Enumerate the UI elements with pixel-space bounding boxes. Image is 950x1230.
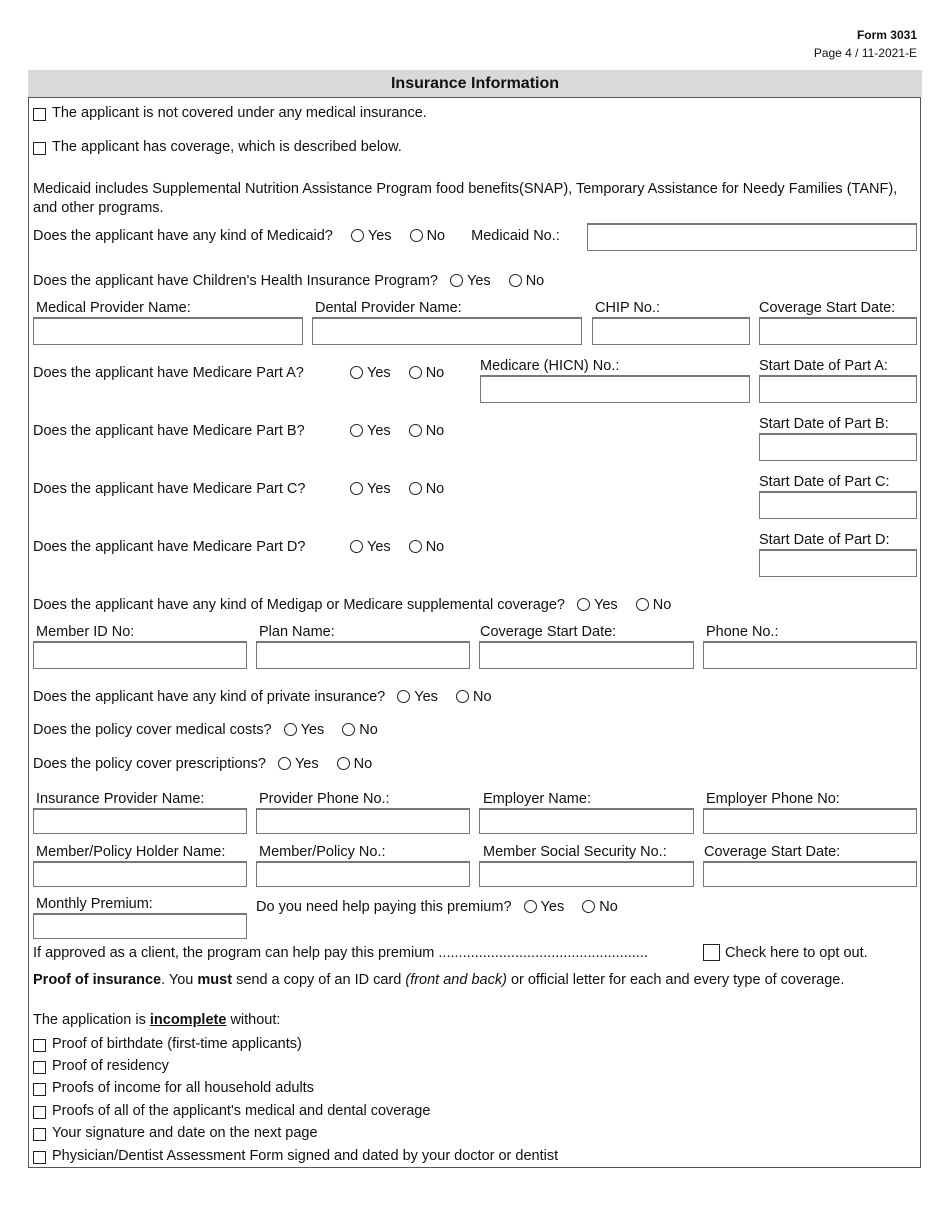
has-coverage-checkbox[interactable] (33, 142, 46, 155)
medical-costs-no-option[interactable] (342, 722, 378, 738)
start-b-label: Start Date of Part B: (759, 416, 889, 432)
medical-costs-yes-option[interactable] (284, 722, 325, 738)
yes-label: Yes (300, 722, 325, 738)
proof-text-2: send a copy of an ID card (232, 972, 406, 988)
private-question: Does the applicant have any kind of private insurance? (33, 689, 386, 705)
medicare-a-yes-radio[interactable] (350, 366, 363, 379)
medical-provider-field[interactable] (33, 317, 303, 345)
prescriptions-yes-option[interactable] (278, 756, 319, 772)
has-coverage-label: The applicant has coverage, which is described below. (52, 139, 402, 155)
incomplete-prefix: The application is (33, 1012, 150, 1028)
prescriptions-no-option[interactable] (337, 756, 373, 772)
medical-provider-label: Medical Provider Name: (36, 300, 191, 316)
medicare-d-yes-radio[interactable] (350, 540, 363, 553)
medicaid-question: Does the applicant have any kind of Medicaid? (33, 228, 333, 244)
checklist-checkbox-residency[interactable] (33, 1061, 46, 1074)
proof-text-1: . You (161, 972, 198, 988)
help-paying-yes-option[interactable] (524, 899, 565, 915)
start-c-field[interactable] (759, 491, 917, 519)
checklist-item: Your signature and date on the next page (52, 1125, 318, 1141)
medicaid-question-row (33, 228, 560, 244)
medigap-phone-field[interactable] (703, 641, 917, 669)
help-paying-yes-radio[interactable] (524, 900, 537, 913)
yes-label: Yes (367, 481, 391, 497)
employer-phone-label: Employer Phone No: (706, 791, 840, 807)
dental-provider-field[interactable] (312, 317, 582, 345)
provider-name-label: Insurance Provider Name: (36, 791, 205, 807)
medicare-c-yes-radio[interactable] (350, 482, 363, 495)
provider-phone-field[interactable] (256, 808, 470, 834)
medicare-c-no-radio[interactable] (409, 482, 422, 495)
form-number: Form 3031 (856, 28, 917, 42)
not-covered-checkbox[interactable] (33, 108, 46, 121)
chip-coverage-start-field[interactable] (759, 317, 917, 345)
yes-label: Yes (367, 228, 392, 244)
medigap-coverage-start-field[interactable] (479, 641, 694, 669)
medicare-a-question: Does the applicant have Medicare Part A? (33, 365, 304, 381)
policy-number-label: Member/Policy No.: (259, 844, 386, 860)
yes-label: Yes (367, 365, 391, 381)
private-yes-option[interactable] (397, 689, 438, 705)
no-label: No (425, 365, 445, 381)
start-b-field[interactable] (759, 433, 917, 461)
checklist-item: Proofs of income for all household adults (52, 1080, 314, 1096)
checklist-checkbox-coverage[interactable] (33, 1106, 46, 1119)
chip-number-field[interactable] (592, 317, 750, 345)
checklist-checkbox-signature[interactable] (33, 1128, 46, 1141)
medical-costs-yes-radio[interactable] (284, 723, 297, 736)
medigap-coverage-start-label: Coverage Start Date: (480, 624, 617, 640)
no-label: No (525, 273, 545, 289)
employer-name-field[interactable] (479, 808, 694, 834)
medicare-d-no-radio[interactable] (409, 540, 422, 553)
hicn-label: Medicare (HICN) No.: (480, 358, 620, 374)
no-label: No (359, 722, 378, 738)
medicare-a-no-radio[interactable] (409, 366, 422, 379)
monthly-premium-field[interactable] (33, 913, 247, 939)
medicare-c-question: Does the applicant have Medicare Part C? (33, 481, 306, 497)
medicare-b-yes-option[interactable] (350, 423, 391, 439)
chip-yes-option[interactable] (450, 273, 491, 289)
medicare-a-no-option[interactable] (409, 365, 445, 381)
plan-name-field[interactable] (256, 641, 470, 669)
prescriptions-question: Does the policy cover prescriptions? (33, 756, 266, 772)
yes-label: Yes (467, 273, 491, 289)
no-label: No (353, 756, 373, 772)
medicare-b-no-radio[interactable] (409, 424, 422, 437)
member-id-field[interactable] (33, 641, 247, 669)
chip-question-row (33, 273, 544, 289)
proof-text-3: or official letter for each and every type of coverage. (506, 972, 845, 988)
medicare-c-yes-option[interactable] (350, 481, 391, 497)
member-ssn-field[interactable] (479, 861, 694, 887)
proof-must: must (197, 972, 233, 988)
no-label: No (425, 539, 445, 555)
medicaid-no-option[interactable] (410, 228, 446, 244)
chip-question: Does the applicant have Children's Health Insurance Program? (33, 273, 438, 289)
medicare-b-question: Does the applicant have Medicare Part B? (33, 423, 305, 439)
private-no-radio[interactable] (456, 690, 469, 703)
start-d-field[interactable] (759, 549, 917, 577)
medicaid-yes-option[interactable] (351, 228, 392, 244)
private-coverage-start-label: Coverage Start Date: (704, 844, 841, 860)
incomplete-keyword: incomplete (149, 1012, 227, 1028)
plan-name-label: Plan Name: (259, 624, 335, 640)
medicare-b-no-option[interactable] (409, 423, 445, 439)
proof-bold: Proof of insurance (33, 972, 162, 988)
start-c-label: Start Date of Part C: (759, 474, 890, 490)
medicare-c-no-option[interactable] (409, 481, 445, 497)
medicare-d-question: Does the applicant have Medicare Part D? (33, 539, 306, 555)
medigap-phone-label: Phone No.: (706, 624, 779, 640)
private-question-row (33, 689, 492, 705)
not-covered-label: The applicant is not covered under any medical insurance. (52, 105, 427, 121)
incomplete-heading (33, 1012, 280, 1028)
chip-no-option[interactable] (509, 273, 545, 289)
chip-yes-radio[interactable] (450, 274, 463, 287)
medical-costs-no-radio[interactable] (342, 723, 355, 736)
chip-coverage-start-label: Coverage Start Date: (759, 300, 896, 316)
employer-phone-field[interactable] (703, 808, 917, 834)
help-paying-no-radio[interactable] (582, 900, 595, 913)
dental-provider-label: Dental Provider Name: (315, 300, 462, 316)
start-a-label: Start Date of Part A: (759, 358, 888, 374)
provider-phone-label: Provider Phone No.: (259, 791, 390, 807)
help-paying-row (256, 899, 618, 915)
medicare-d-yes-option[interactable] (350, 539, 391, 555)
prescriptions-no-radio[interactable] (337, 757, 350, 770)
holder-name-label: Member/Policy Holder Name: (36, 844, 226, 860)
medicare-b-yes-radio[interactable] (350, 424, 363, 437)
start-a-field[interactable] (759, 375, 917, 403)
no-label: No (425, 481, 445, 497)
proof-of-insurance-note (33, 972, 844, 988)
proof-italic: (front and back) (405, 972, 507, 988)
no-label: No (425, 423, 445, 439)
checklist-item: Physician/Dentist Assessment Form signed and dated by your doctor or dentist (52, 1148, 559, 1164)
opt-out-checkbox[interactable] (703, 944, 720, 961)
monthly-premium-label: Monthly Premium: (36, 896, 153, 912)
private-coverage-start-field[interactable] (703, 861, 917, 887)
chip-number-label: CHIP No.: (595, 300, 661, 316)
checklist-item: Proof of birthdate (first-time applicants) (52, 1036, 302, 1052)
medical-costs-question: Does the policy cover medical costs? (33, 722, 272, 738)
private-yes-radio[interactable] (397, 690, 410, 703)
medicare-c-options (350, 481, 444, 497)
medicare-d-options (350, 539, 444, 555)
medicaid-yes-radio[interactable] (351, 229, 364, 242)
form-frame (28, 97, 921, 1168)
medicaid-note: Medicaid includes Supplemental Nutrition Assistance Program food benefits(SNAP), Temporary Assistance for Needy Families (TANF), and other programs. (33, 181, 898, 216)
medicare-b-options (350, 423, 444, 439)
medicare-d-no-option[interactable] (409, 539, 445, 555)
medicaid-number-field[interactable] (587, 223, 917, 251)
checklist-checkbox-assessment[interactable] (33, 1151, 46, 1164)
checklist-checkbox-income[interactable] (33, 1083, 46, 1096)
prescriptions-yes-radio[interactable] (278, 757, 291, 770)
incomplete-suffix: without: (226, 1012, 281, 1028)
yes-label: Yes (540, 899, 565, 915)
prescriptions-row (33, 756, 372, 772)
medigap-question-row (33, 597, 671, 613)
medigap-yes-option[interactable] (577, 597, 618, 613)
page-info: Page 4 / 11-2021-E (813, 46, 917, 60)
opt-out-label: Check here to opt out. (725, 945, 868, 961)
medigap-yes-radio[interactable] (577, 598, 590, 611)
medigap-no-option[interactable] (636, 597, 672, 613)
no-label: No (426, 228, 446, 244)
medigap-no-radio[interactable] (636, 598, 649, 611)
medicaid-no-radio[interactable] (410, 229, 423, 242)
member-id-label: Member ID No: (36, 624, 135, 640)
employer-name-label: Employer Name: (483, 791, 591, 807)
hicn-field[interactable] (480, 375, 750, 403)
checklist-checkbox-birthdate[interactable] (33, 1039, 46, 1052)
medicaid-number-label: Medicaid No.: (471, 228, 560, 244)
opt-out-text: If approved as a client, the program can help pay this premium .................................................... (33, 945, 648, 961)
member-ssn-label: Member Social Security No.: (483, 844, 667, 860)
no-label: No (652, 597, 672, 613)
medicare-a-options (350, 365, 444, 381)
yes-label: Yes (294, 756, 319, 772)
policy-number-field[interactable] (256, 861, 470, 887)
section-title: Insurance Information (28, 70, 922, 97)
holder-name-field[interactable] (33, 861, 247, 887)
private-no-option[interactable] (456, 689, 492, 705)
medicare-a-yes-option[interactable] (350, 365, 391, 381)
chip-no-radio[interactable] (509, 274, 522, 287)
medical-costs-row (33, 722, 378, 738)
yes-label: Yes (414, 689, 438, 705)
provider-name-field[interactable] (33, 808, 247, 834)
checklist-item: Proofs of all of the applicant's medical and dental coverage (52, 1103, 431, 1119)
help-paying-question: Do you need help paying this premium? (256, 899, 512, 915)
help-paying-no-option[interactable] (582, 899, 618, 915)
medigap-question: Does the applicant have any kind of Medigap or Medicare supplemental coverage? (33, 597, 565, 613)
yes-label: Yes (367, 423, 391, 439)
no-label: No (599, 899, 618, 915)
yes-label: Yes (367, 539, 391, 555)
no-label: No (472, 689, 492, 705)
start-d-label: Start Date of Part D: (759, 532, 890, 548)
yes-label: Yes (594, 597, 618, 613)
checklist-item: Proof of residency (52, 1058, 169, 1074)
